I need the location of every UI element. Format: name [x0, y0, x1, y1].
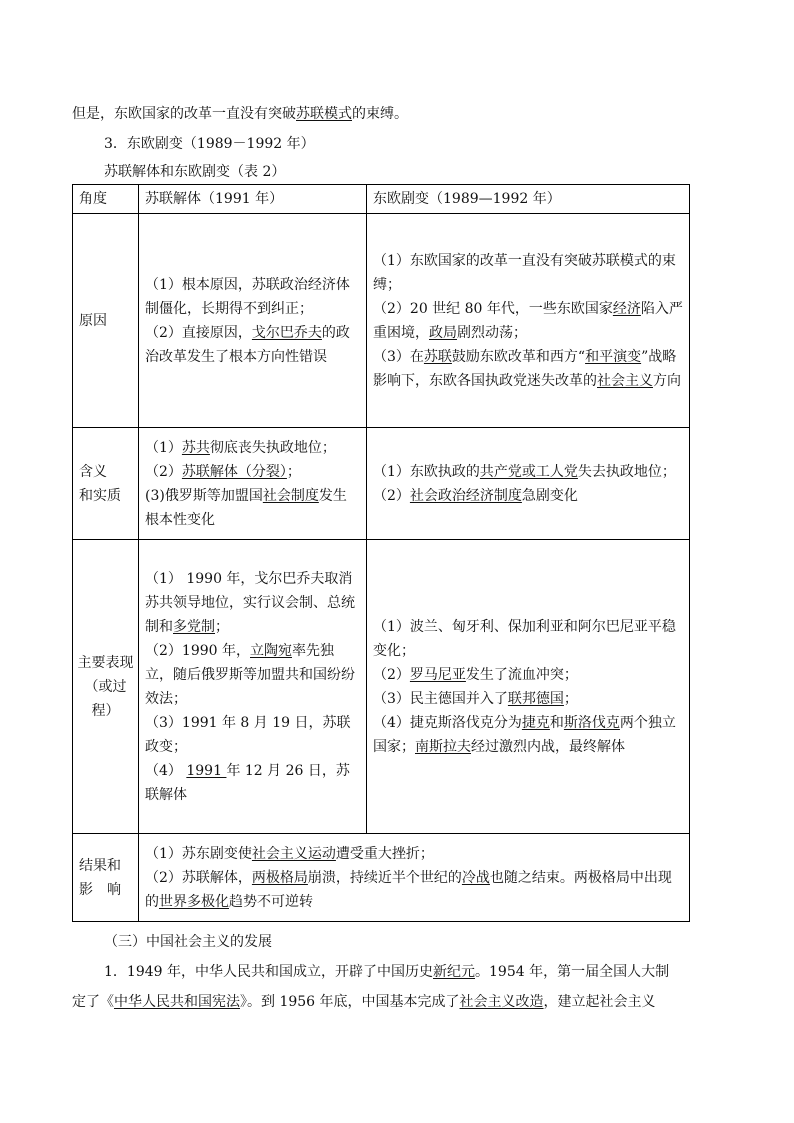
cell-paragraph [145, 842, 683, 866]
table-header-row [73, 185, 690, 214]
text-run: 急剧变化 [521, 487, 578, 504]
text-run: （1） [145, 439, 182, 456]
underlined-term: 苏共 [181, 439, 210, 456]
cell-paragraph [373, 249, 683, 297]
underlined-term: 1991 [186, 762, 227, 779]
underlined-term: 和平演变 [585, 348, 642, 365]
underlined-term: 联邦德国 [507, 690, 564, 707]
underlined-term: 社会政治经济制度 [409, 487, 522, 504]
underlined-term: 苏联 [423, 348, 452, 365]
table-row-meaning [73, 428, 690, 540]
underlined-term: 社会制度 [262, 487, 319, 504]
cell-paragraph [373, 345, 683, 393]
text-run: 。1954 年，第一届全国人大制 [475, 964, 670, 980]
text-run: 3．东欧剧变（1989－1992 年） [104, 136, 315, 152]
text-run: （2） [373, 666, 410, 683]
text-run: （2） [373, 487, 410, 504]
intro-line-1 [72, 104, 408, 124]
section-heading-china [104, 932, 272, 952]
table-row-process [73, 540, 690, 834]
cell-east-europe [367, 214, 690, 428]
underlined-term: 苏联模式 [296, 106, 352, 122]
text-run: 但是，东欧国家的改革一直没有突破 [72, 106, 296, 122]
body-line-1 [104, 962, 669, 982]
text-run: （1）东欧执政的 [373, 463, 480, 480]
cell-paragraph [145, 567, 360, 639]
text-run: （4）捷克斯洛伐克分为 [373, 714, 522, 731]
underlined-term: 经济 [612, 300, 641, 317]
text-run: 和 [549, 714, 564, 731]
underlined-term: 罗马尼亚 [409, 666, 466, 683]
underlined-term: 斯洛伐克 [563, 714, 620, 731]
header-east-europe: 东欧剧变（1989—1992 年） [367, 185, 690, 214]
underlined-term: 世界多极化 [159, 893, 229, 910]
text-run: 失去执政地位； [577, 463, 676, 480]
underlined-term: 多党制 [173, 618, 215, 635]
cell-paragraph [373, 484, 683, 508]
text-run: 发生了流血冲突； [465, 666, 578, 683]
text-run: （3）民主德国并入了 [373, 690, 508, 707]
underlined-term: 捷克 [521, 714, 550, 731]
text-run: 》。到 1956 年底，中国基本完成了 [240, 994, 460, 1010]
cell-paragraph [373, 615, 683, 663]
text-run: （2）直接原因， [145, 324, 252, 341]
cell-paragraph [145, 460, 360, 484]
cell-soviet [139, 540, 367, 834]
text-run: 年 12 月 26 日，苏联解体 [145, 762, 350, 803]
cell-paragraph [145, 484, 360, 532]
cell-east-europe [367, 540, 690, 834]
text-run: 发生根本性变化 [145, 487, 347, 528]
underlined-term: 社会主义改造 [459, 994, 544, 1010]
text-run: ； [215, 618, 229, 635]
text-run: 陷入严重困境， [373, 300, 683, 341]
text-run: 1．1949 年，中华人民共和国成立，开辟了中国历史 [104, 964, 433, 980]
underlined-term: 两极格局 [251, 869, 308, 886]
underlined-term: 政局 [429, 324, 457, 341]
text-run: （1） 1990 年，戈尔巴乔夫取消苏共领导地位，实行议会制、总统制和 [145, 570, 355, 635]
underlined-term: 中华人民共和国宪法 [114, 994, 240, 1010]
cell-paragraph [145, 436, 360, 460]
cell-soviet [139, 214, 367, 428]
text-run: 的政治改革发生了根本方向性错误 [145, 324, 350, 365]
text-run: （三）中国社会主义的发展 [104, 934, 272, 950]
comparison-table [72, 184, 690, 922]
underlined-term: 苏联解体（分裂） [181, 463, 287, 480]
underlined-term: 社会主义 [597, 372, 653, 389]
text-run: 遭受重大挫折； [335, 845, 434, 862]
row-label [73, 214, 139, 428]
cell-result-merged [139, 834, 690, 922]
text-run: （1）苏东剧变使 [145, 845, 252, 862]
text-run: （1）根本原因，苏联政治经济体制僵化，长期得不到纠正； [145, 276, 350, 317]
cell-paragraph: 和实质 [79, 487, 121, 504]
underlined-term: 南斯拉夫 [415, 738, 471, 755]
cell-paragraph [373, 687, 683, 711]
cell-paragraph: 原因 [79, 312, 107, 329]
header-angle: 角度 [73, 185, 139, 214]
text-run: 剧烈动荡； [457, 324, 527, 341]
text-run: 也随之结束。两极格局中出现的 [145, 869, 672, 910]
text-run: 崩溃，持续近半个世纪的 [307, 869, 462, 886]
cell-paragraph [373, 297, 683, 345]
text-run: （4） [145, 762, 187, 779]
cell-paragraph [373, 663, 683, 687]
underlined-term: 新纪元 [433, 964, 475, 980]
table-row-cause [73, 214, 690, 428]
text-run: （3）在 [373, 348, 424, 365]
cell-paragraph: 含义 [79, 463, 107, 480]
text-run: （2）苏联解体， [145, 869, 252, 886]
underlined-term: 社会主义运动 [251, 845, 336, 862]
text-run: 经过激烈内战，最终解体 [471, 738, 625, 755]
text-run: 定了《 [72, 994, 114, 1010]
text-run: （1）波兰、匈牙利、保加利亚和阿尔巴尼亚平稳变化； [373, 618, 676, 659]
underlined-term: 冷战 [461, 869, 490, 886]
text-run: （3）1991 年 8 月 19 日，苏联政变； [145, 714, 351, 755]
cell-paragraph [145, 866, 683, 914]
row-label [73, 540, 139, 834]
body-line-2 [72, 992, 656, 1012]
cell-paragraph [145, 759, 360, 807]
underlined-term: 立陶宛 [250, 642, 292, 659]
text-run: （2）1990 年， [145, 642, 250, 659]
text-run: 两个独立国家； [373, 714, 676, 755]
text-run: （2） [145, 463, 182, 480]
text-run: ”战略影响下，东欧各国执政党迷失改革的 [373, 348, 677, 389]
row-label [73, 834, 139, 922]
text-run: (3)俄罗斯等加盟国 [145, 487, 263, 504]
text-run: 率先独立，随后俄罗斯等加盟共和国纷纷效法； [145, 642, 355, 707]
text-run: （1）东欧国家的改革一直没有突破苏联模式的束缚； [373, 252, 676, 293]
text-run: 苏联解体和东欧剧变（表 2） [104, 164, 286, 180]
cell-paragraph [145, 711, 360, 759]
cell-paragraph: 主要表现 [77, 654, 134, 671]
cell-paragraph [373, 460, 683, 484]
cell-east-europe [367, 428, 690, 540]
text-run: ； [563, 690, 578, 707]
header-soviet: 苏联解体（1991 年） [139, 185, 367, 214]
cell-paragraph: 影 响 [79, 881, 121, 898]
cell-soviet [139, 428, 367, 540]
text-run: 鼓励东欧改革和西方“ [451, 348, 586, 365]
text-run: ，建立起社会主义 [543, 994, 656, 1010]
text-run: 的束缚。 [352, 106, 408, 122]
text-run: 趋势不可逆转 [229, 893, 313, 910]
cell-paragraph [373, 711, 683, 759]
row-label [73, 428, 139, 540]
cell-paragraph [145, 321, 360, 369]
table-row-result [73, 834, 690, 922]
cell-paragraph [145, 273, 360, 321]
underlined-term: 戈尔巴乔夫 [251, 324, 322, 341]
text-run: 方向 [653, 372, 681, 389]
underlined-term: 共产党或工人党 [479, 463, 578, 480]
text-run: （2）20 世纪 80 年代，一些东欧国家 [373, 300, 613, 317]
cell-paragraph [145, 639, 360, 711]
cell-paragraph: 结果和 [79, 857, 121, 874]
section-heading-east-europe [104, 134, 315, 154]
text-run: 彻底丧失执政地位； [209, 439, 336, 456]
text-run: ； [286, 463, 301, 480]
table-caption [104, 162, 285, 182]
cell-paragraph: （或过程） [84, 678, 127, 719]
